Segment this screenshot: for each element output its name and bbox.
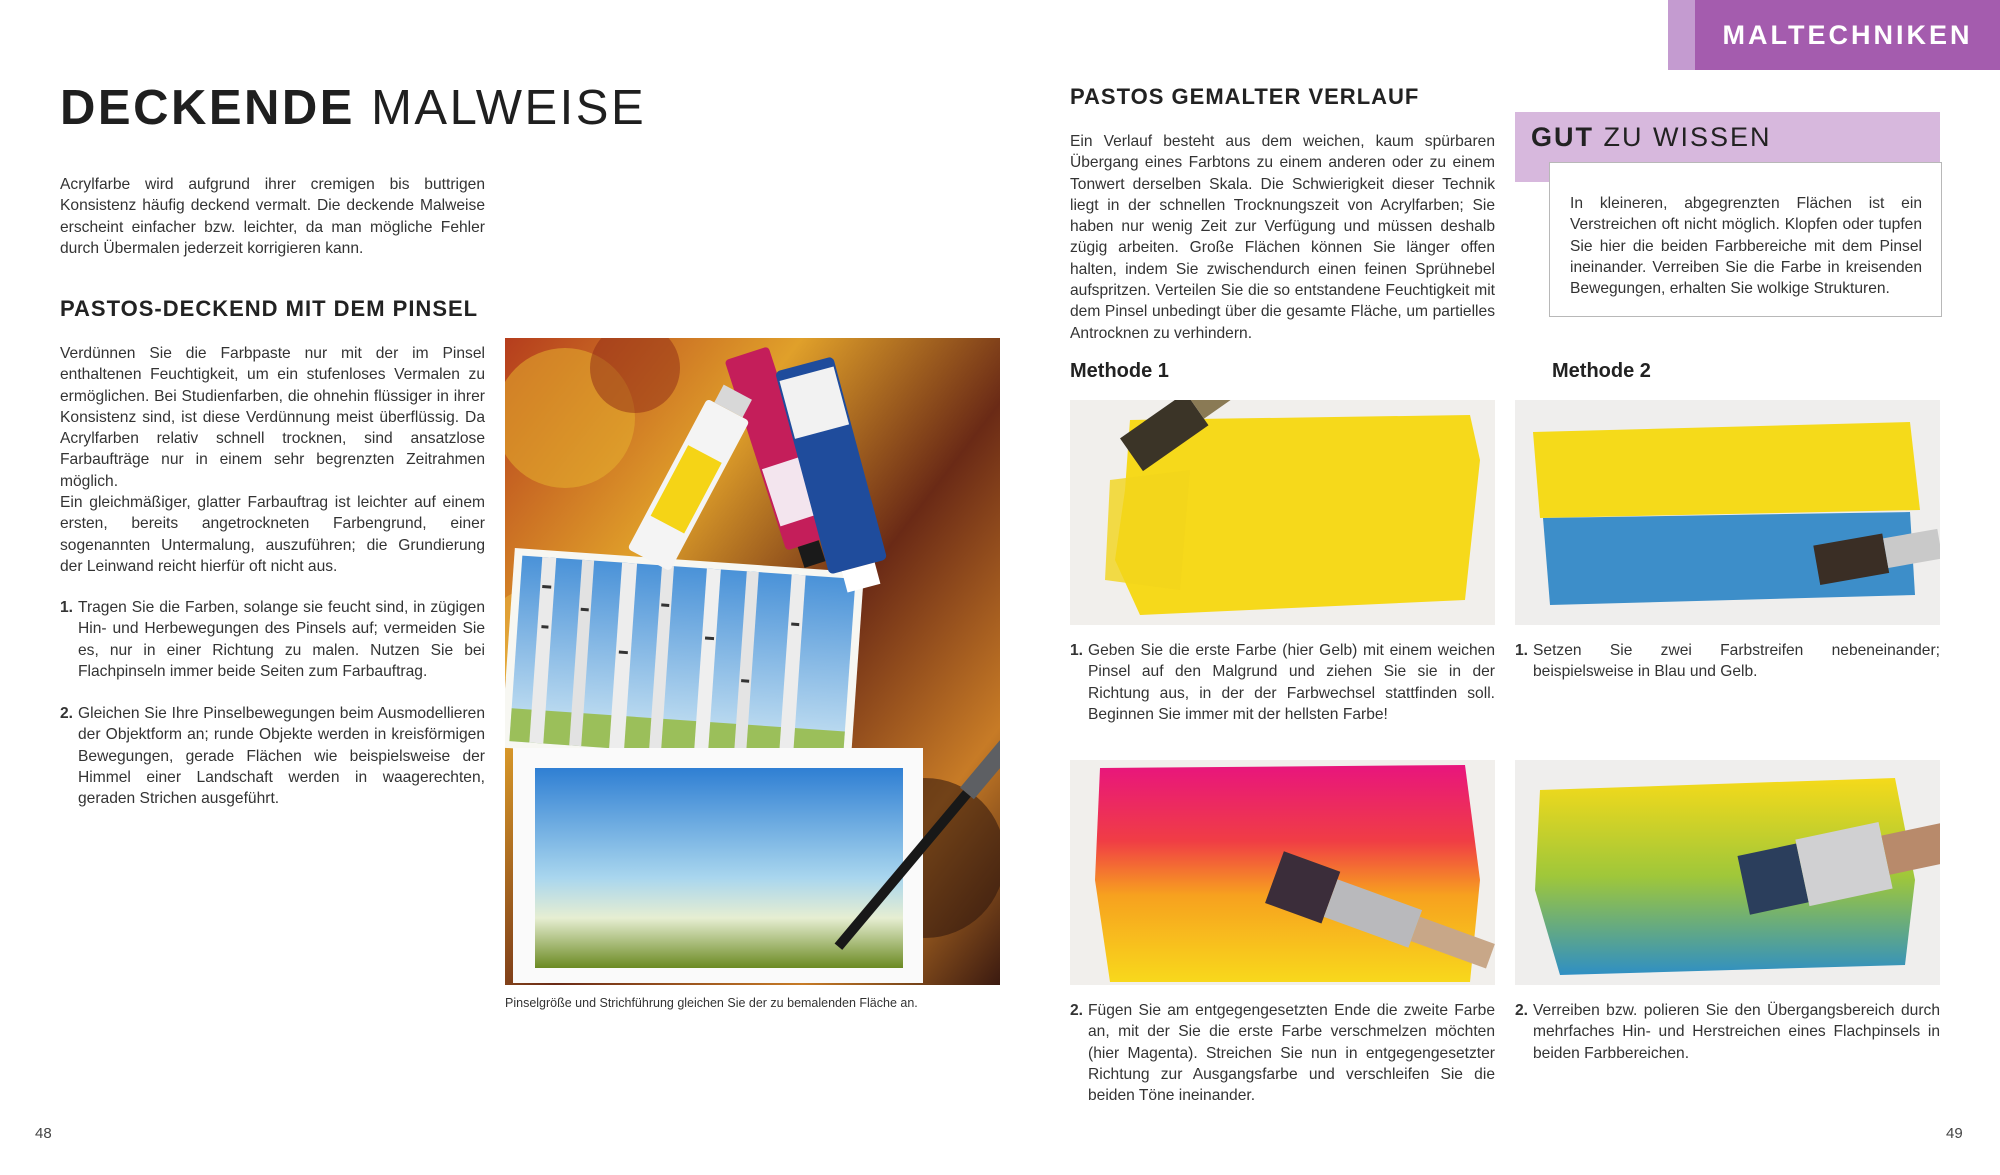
method1-step2 — [1070, 1000, 1495, 1127]
page-title-bold: DECKENDE — [60, 81, 355, 135]
photo-paint-tubes-painting — [505, 338, 1000, 985]
photo-method1-magenta-yellow — [1070, 760, 1495, 985]
method2-step2 — [1515, 1000, 1940, 1085]
page-number-left: 48 — [35, 1125, 52, 1142]
step-text: Geben Sie die erste Farbe (hier Gelb) mit einem weichen Pinsel auf den Malgrund und ziehen Sie sie in der Richtung aus, in der der Farbwechsel stattfinden soll. Beginnen Sie immer mit der hellsten Farbe! — [1088, 642, 1495, 723]
list-item — [1515, 1000, 1940, 1064]
step-number: 1. — [60, 599, 74, 616]
section-tab-accent — [1668, 0, 1698, 70]
page-number-right: 49 — [1946, 1125, 1963, 1142]
method2-step1 — [1515, 640, 1940, 704]
heading-pastos-verlauf: PASTOS GEMALTER VERLAUF — [1070, 84, 1420, 109]
step-number: 2. — [1515, 1002, 1529, 1019]
section-tab: MALTECHNIKEN — [1695, 0, 2000, 70]
method-2-label: Methode 2 — [1552, 360, 1651, 382]
step-text: Setzen Sie zwei Farbstreifen nebeneinander; beispielsweise in Blau und Gelb. — [1533, 642, 1940, 681]
photo-method2-stripes — [1515, 400, 1940, 625]
list-item — [1515, 640, 1940, 683]
paragraph-farbauftrag: Ein gleichmäßiger, glatter Farbauftrag ist leichter auf einem ersten, bereits angetrockneten Farbengrund, einer sogenannten Untermalung, auszuführen; die Grundierung der Leinwand reicht hierfür oft nicht aus. — [60, 494, 485, 575]
tip-box — [1549, 162, 1942, 317]
method-1-label: Methode 1 — [1070, 360, 1169, 382]
tip-text: In kleineren, abgegrenzten Flächen ist ein Verstreichen oft nicht möglich. Klopfen oder tupfen Sie hier die beiden Farbbereiche mit dem Pinsel ineinander. Verreiben Sie die Farbe in kreisenden Bewegungen, erhalten Sie wolkige Strukturen. — [1570, 195, 1922, 298]
step-number: 1. — [1070, 642, 1084, 659]
page-title — [60, 80, 646, 136]
step-text: Gleichen Sie Ihre Pinselbewegungen beim Ausmodellieren der Objektform an; runde Objekte werden in kreisförmigen Bewegungen, gerade Flächen wie beispielsweise der Himmel einer Landschaft werden in waagerechten, geraden Strichen ausgeführt. — [78, 705, 485, 808]
photo-caption: Pinselgröße und Strichführung gleichen Sie der zu bemalenden Fläche an. — [505, 996, 918, 1010]
step-number: 2. — [60, 705, 74, 723]
left-steps-list — [60, 597, 485, 831]
tip-title-light: ZU WISSEN — [1603, 122, 1772, 152]
paragraph-verlauf: Ein Verlauf besteht aus dem weichen, kaum spürbaren Übergang eines Farbtons zu einem anderen oder zu einem Tonwert derselben Skala. Die Schwierigkeit dieser Technik liegt in der schnellen Trocknungszeit von Acrylfarben; Sie haben nur wenig Zeit zur Verfügung und müssen deshalb zügig arbeiten. Große Flächen können Sie länger offen halten, indem Sie zwischendurch einen feinen Sprühnebel aufspritzen. Verteilen Sie die so entstandene Feuchtigkeit mit dem Pinsel unbedingt über die gesamte Fläche, um partielles Antrocknen zu verhindern. — [1070, 133, 1495, 342]
list-item — [1070, 1000, 1495, 1106]
list-item — [1070, 640, 1495, 725]
tip-title — [1531, 122, 1772, 153]
paragraph-verduennen: Verdünnen Sie die Farbpaste nur mit der im Pinsel enthaltenen Feuchtigkeit, um ein stufenloses Vermalen zu ermöglichen. Bei Studienfarben, die ohnehin flüssiger in ihrer Konsistenz sind, ist diese Verdünnung meist überflüssig. Da Acrylfarben relativ schnell trocknen, sind ansatzlose Farbaufträge nur in einem sehr begrenzten Zeitrahmen möglich. — [60, 345, 485, 490]
list-item — [60, 703, 485, 809]
step-text: Tragen Sie die Farben, solange sie feucht sind, in zügigen Hin- und Herbewegungen des Pinsels auf; vermeiden Sie es, nur in einer Richtung zu malen. Nutzen Sie bei Flachpinseln immer beide Seiten zum Farbauftrag. — [78, 599, 485, 680]
step-text: Verreiben bzw. polieren Sie den Übergangsbereich durch mehrfaches Hin- und Herstreichen eines Flachpinsels in beiden Farbbereichen. — [1533, 1002, 1940, 1062]
list-item — [60, 597, 485, 682]
method1-step1 — [1070, 640, 1495, 746]
photo-method2-blend — [1515, 760, 1940, 985]
photo-method1-yellow — [1070, 400, 1495, 625]
step-number: 2. — [1070, 1002, 1084, 1019]
page-title-light: MALWEISE — [371, 81, 647, 135]
step-number: 1. — [1515, 642, 1529, 659]
tip-title-bold: GUT — [1531, 122, 1594, 152]
subheading-pastos-deckend: PASTOS-DECKEND MIT DEM PINSEL — [60, 296, 479, 321]
step-text: Fügen Sie am entgegengesetzten Ende die zweite Farbe an, mit der Sie die erste Farbe verschmelzen möchten (hier Magenta). Streichen Sie nun in entgegengesetzter Richtung zur Ausgangsfarbe und verschleifen Sie die beiden Töne ineinander. — [1088, 1002, 1495, 1105]
intro-paragraph: Acrylfarbe wird aufgrund ihrer cremigen bis buttrigen Konsistenz häufig deckend vermalt. Die deckende Malweise erscheint einfacher bzw. leichter, da man mögliche Fehler durch Übermalen jederzeit korrigieren kann. — [60, 176, 485, 257]
